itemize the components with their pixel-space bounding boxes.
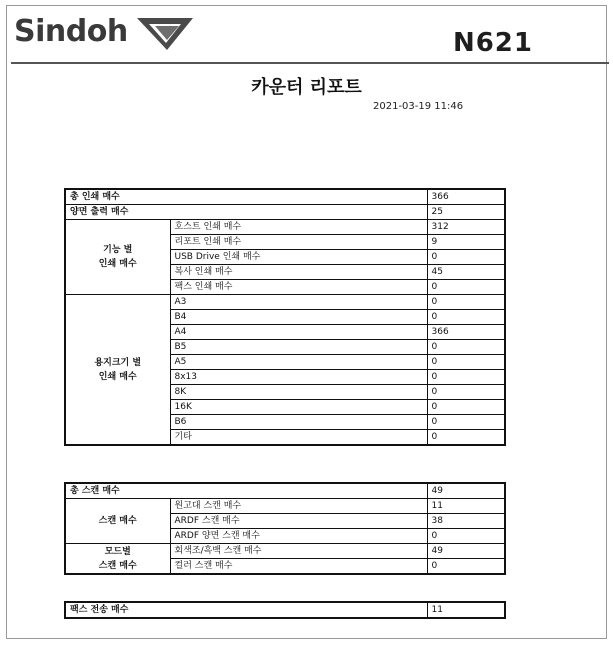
total-scan-label: 총 스캔 매수 — [65, 483, 427, 499]
row-label: B4 — [170, 310, 427, 325]
header-divider — [11, 62, 609, 64]
table-row — [65, 205, 505, 220]
table-row — [65, 499, 505, 514]
row-label: 복사 인쇄 매수 — [170, 265, 427, 280]
row-value: 0 — [427, 415, 505, 430]
row-label: A4 — [170, 325, 427, 340]
fax-sent-label: 팩스 전송 매수 — [65, 602, 427, 618]
scan-group-label: 스캔 매수 — [65, 499, 170, 544]
total-scan-value: 49 — [427, 483, 505, 499]
row-label: 원고대 스캔 매수 — [170, 499, 427, 514]
row-value: 0 — [427, 430, 505, 446]
row-label: A3 — [170, 295, 427, 310]
row-value: 45 — [427, 265, 505, 280]
mode-group-label — [65, 544, 170, 575]
row-value: 0 — [427, 370, 505, 385]
table-row — [65, 295, 505, 310]
table-row — [65, 544, 505, 559]
duplex-value: 25 — [427, 205, 505, 220]
sindoh-logo-mark-icon — [137, 16, 195, 52]
row-label: 8x13 — [170, 370, 427, 385]
row-label: ARDF 양면 스캔 매수 — [170, 529, 427, 544]
mode-group-text: 모드별 스캔 매수 — [98, 546, 137, 571]
row-label: A5 — [170, 355, 427, 370]
row-value: 0 — [427, 559, 505, 575]
table-row — [65, 220, 505, 235]
row-value: 0 — [427, 385, 505, 400]
row-label: ARDF 스캔 매수 — [170, 514, 427, 529]
brand-name: Sindoh — [14, 14, 128, 49]
row-value: 0 — [427, 400, 505, 415]
row-value: 11 — [427, 499, 505, 514]
row-value: 0 — [427, 250, 505, 265]
report-date: 2021-03-19 11:46 — [373, 101, 464, 112]
row-value: 312 — [427, 220, 505, 235]
row-label: 호스트 인쇄 매수 — [170, 220, 427, 235]
table-row — [65, 189, 505, 205]
report-title: 카운터 리포트 — [251, 77, 362, 98]
table-row — [65, 483, 505, 499]
row-value: 0 — [427, 280, 505, 295]
row-label: B6 — [170, 415, 427, 430]
row-value: 0 — [427, 310, 505, 325]
row-label: 8K — [170, 385, 427, 400]
paper-size-group-text: 용지크기 별 인쇄 매수 — [94, 357, 142, 382]
total-print-label: 총 인쇄 매수 — [65, 189, 427, 205]
row-value: 0 — [427, 295, 505, 310]
print-counter-table — [64, 188, 506, 446]
scan-counter-table — [64, 482, 506, 575]
row-label: 회색조/흑백 스캔 매수 — [170, 544, 427, 559]
duplex-label: 양면 출력 매수 — [65, 205, 427, 220]
total-print-value: 366 — [427, 189, 505, 205]
function-group-text: 기능 별 인쇄 매수 — [98, 245, 137, 269]
row-label: 팩스 인쇄 매수 — [170, 280, 427, 295]
row-label: USB Drive 인쇄 매수 — [170, 250, 427, 265]
row-label: 기타 — [170, 430, 427, 446]
fax-sent-value: 11 — [427, 602, 505, 618]
row-label: 리포트 인쇄 매수 — [170, 235, 427, 250]
row-value: 0 — [427, 529, 505, 544]
row-value: 9 — [427, 235, 505, 250]
model-number: N621 — [452, 28, 533, 58]
table-row — [65, 602, 505, 618]
row-label: 16K — [170, 400, 427, 415]
row-value: 0 — [427, 340, 505, 355]
row-value: 366 — [427, 325, 505, 340]
fax-counter-table — [64, 601, 506, 619]
row-label: 컬러 스캔 매수 — [170, 559, 427, 575]
row-label: B5 — [170, 340, 427, 355]
row-value: 38 — [427, 514, 505, 529]
row-value: 0 — [427, 355, 505, 370]
row-value: 49 — [427, 544, 505, 559]
paper-size-group-label — [65, 295, 170, 446]
function-group-label — [65, 220, 170, 295]
